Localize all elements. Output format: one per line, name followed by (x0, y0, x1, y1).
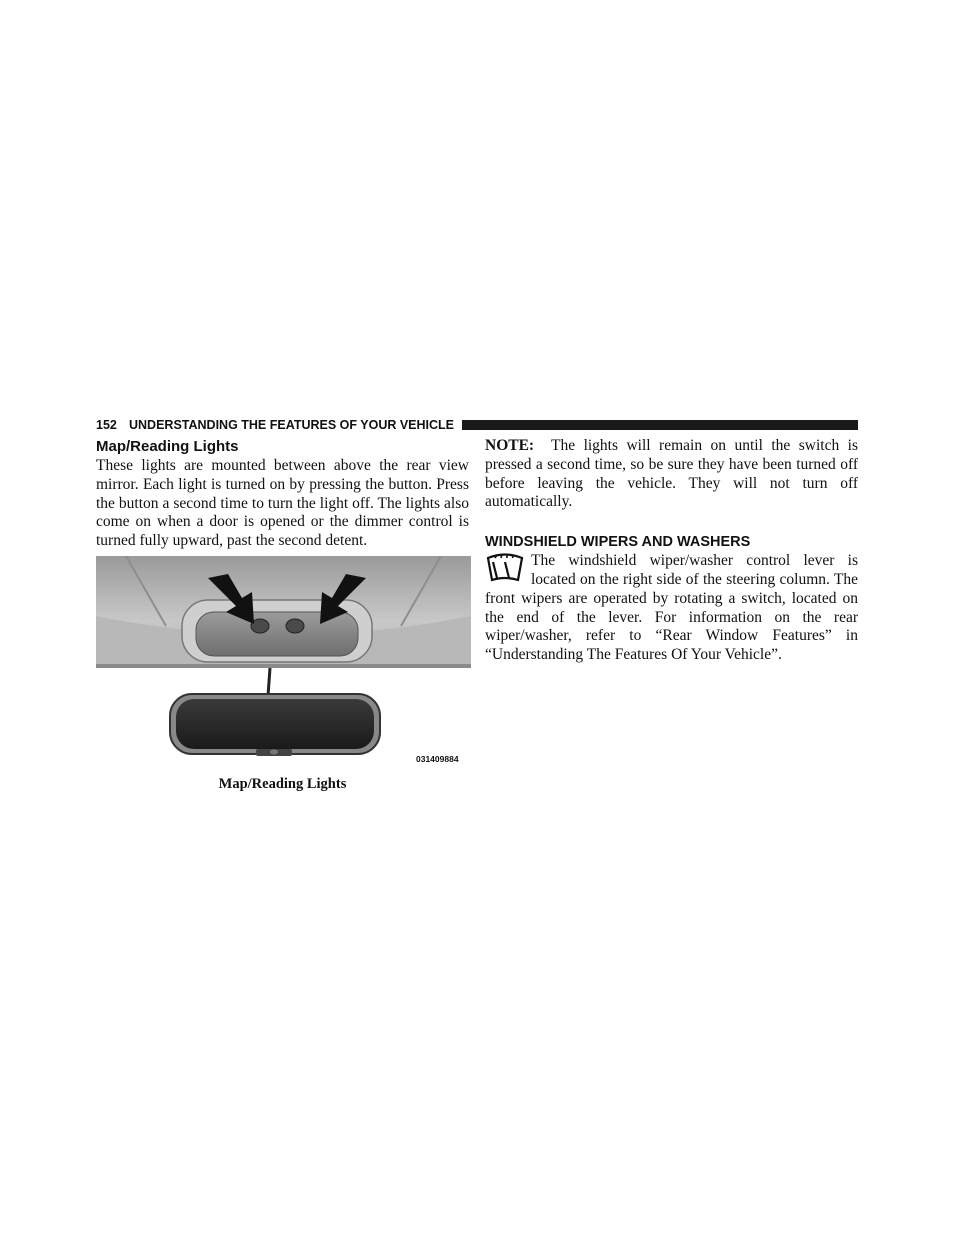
page-number: 152 (96, 418, 117, 432)
note-text: The lights will remain on until the switch is pressed a second time, so be sure they have been turned off before leaving the vehicle. They will not turn off automatically. (485, 437, 859, 511)
map-reading-lights-paragraph: These lights are mounted between above the rear view mirror. Each light is turned on by pressing the button. Press the button a second time to turn the light off. The lights also come on when a door is opened or the dimmer control is turned fully upward, past the second detent. (96, 457, 469, 550)
chapter-title: UNDERSTANDING THE FEATURES OF YOUR VEHICLE (129, 418, 455, 432)
note-label: NOTE: (485, 437, 535, 454)
windshield-wiper-icon (485, 552, 525, 586)
windshield-wipers-paragraph (485, 552, 858, 665)
windshield-wipers-text: The windshield wiper/washer control lever is located on the right side of the steering column. The front wipers are operated by rotating a switch, located on the end of the lever. For information on the rear wiper/washer, refer to “Rear Window Features” in “Understanding The Features Of Your Vehicle”. (485, 552, 858, 664)
note-paragraph (485, 437, 858, 512)
figure-code: 031409884 (416, 754, 459, 764)
map-reading-lights-illustration (96, 556, 471, 768)
right-column (485, 437, 858, 665)
header-rule (462, 420, 858, 430)
figure-caption: Map/Reading Lights (218, 776, 347, 792)
page-header (96, 417, 858, 433)
map-reading-lights-heading: Map/Reading Lights (96, 438, 239, 455)
left-column (96, 437, 469, 551)
windshield-wipers-heading: WINDSHIELD WIPERS AND WASHERS (485, 534, 751, 551)
